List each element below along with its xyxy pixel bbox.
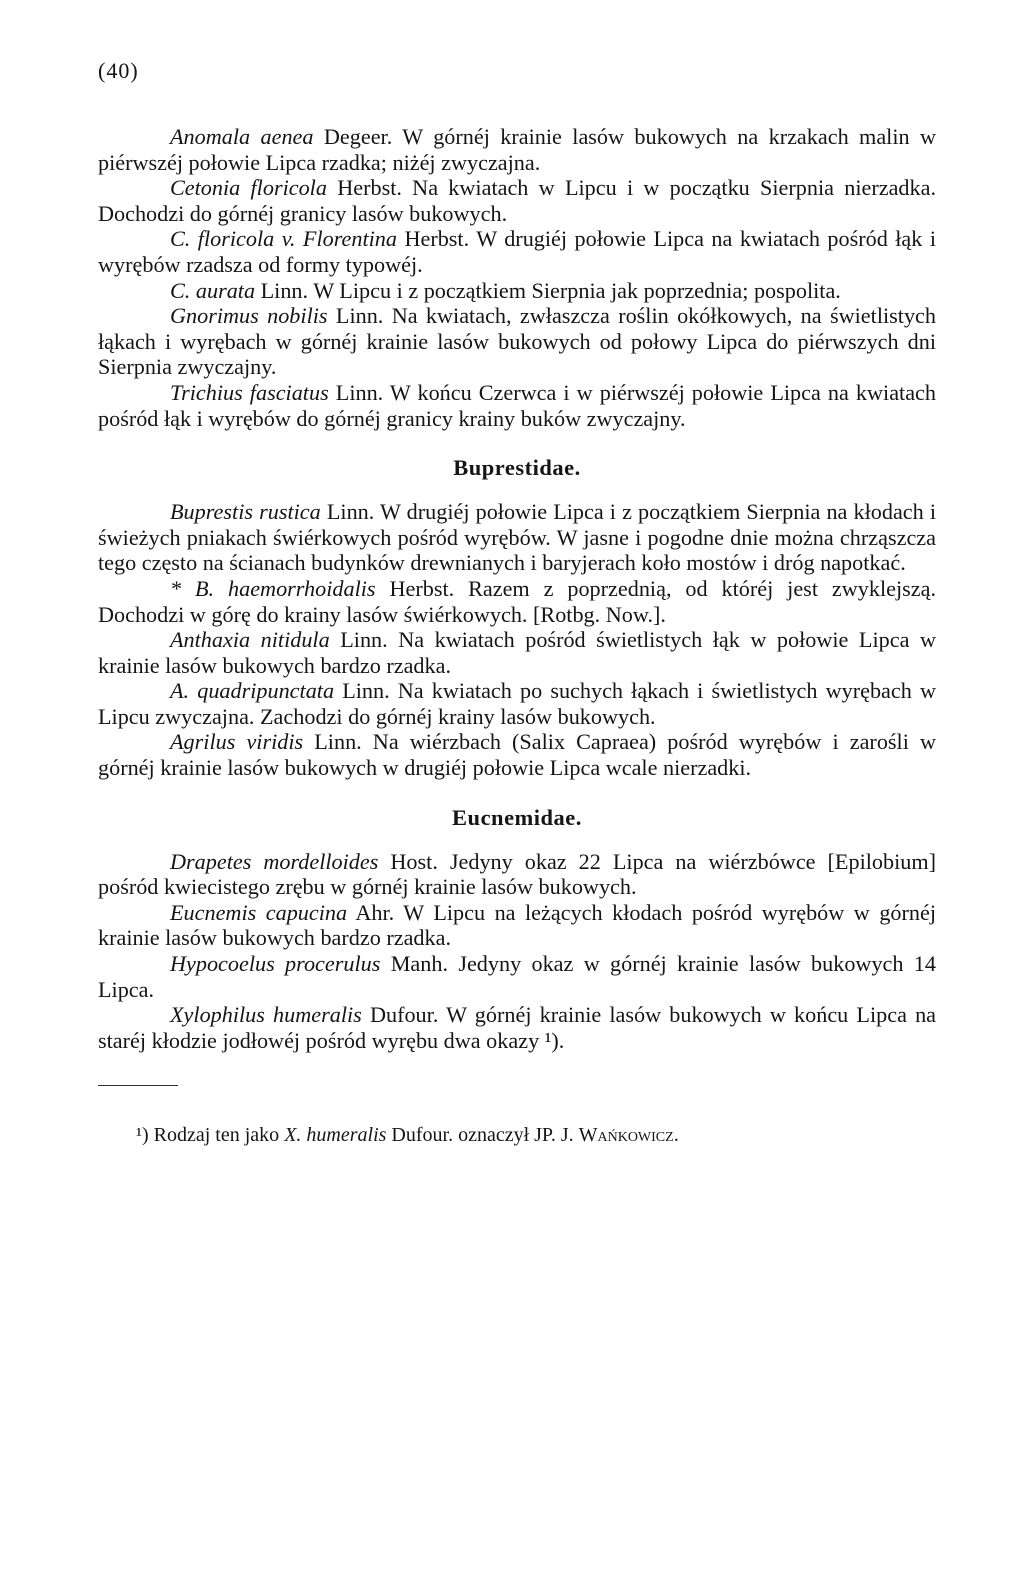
species-name: Drapetes mordelloides	[170, 848, 379, 874]
species-entry	[98, 124, 936, 175]
species-name: Gnorimus nobilis	[170, 303, 328, 329]
footnote-species: X. humeralis	[284, 1124, 387, 1147]
footnote-divider	[98, 1085, 178, 1086]
entry-text: Linn. Na kwiatach, zwłaszcza roślin okółkowych, na świetlistych łąkach i wyrębach w górnéj krainie lasów bukowych od połowy Lipca do piérwszych dni Sierpnia zwyczajny.	[98, 303, 936, 380]
entry-text: Linn. W Lipcu i z początkiem Sierpnia jak poprzednia; pospolita.	[255, 277, 841, 303]
entry-text: Linn. Na kwiatach pośród świetlistych łąk w połowie Lipca w krainie lasów bukowych bardzo rzadka.	[98, 627, 936, 678]
footnote-text: Rodzaj ten jako	[148, 1124, 285, 1147]
section-eucnemidae	[98, 849, 936, 1054]
species-entry	[98, 678, 936, 729]
species-name: C. aurata	[170, 277, 256, 303]
species-name: C. floricola v. Florentina	[170, 226, 397, 252]
species-entry	[98, 900, 936, 951]
entry-text: Herbst. Na kwiatach w Lipcu i w początku Sierpnia nierzadka. Dochodzi do górnéj granicy lasów bukowych.	[98, 175, 936, 226]
species-entry	[98, 576, 936, 627]
species-name: Trichius fasciatus	[170, 379, 329, 405]
entry-text: Manh. Jedyny okaz w górnéj krainie lasów bukowych 14 Lipca.	[98, 951, 936, 1002]
entry-text: Linn. Na wiérzbach (Salix Capraea) pośród wyrębów i zarośli w górnéj krainie lasów bukowych w drugiéj połowie Lipca wcale nierzadki.	[98, 729, 936, 781]
species-entry	[98, 951, 936, 1002]
species-entry	[98, 278, 936, 304]
species-name: * B. haemorrhoidalis	[170, 575, 376, 601]
footnote-author: Wańkowicz.	[578, 1124, 679, 1147]
footnote-mark: ¹)	[136, 1124, 149, 1147]
entry-text: Dufour. W górnéj krainie lasów bukowych w końcu Lipca na staréj kłodzie jodłowéj pośród wyrębu dwa okazy ¹).	[98, 1002, 937, 1053]
species-name: Hypocoelus procerulus	[170, 951, 381, 977]
species-entry	[98, 627, 936, 678]
species-entry	[98, 175, 936, 226]
species-name: Eucnemis capucina	[170, 899, 348, 925]
entry-text: Linn. Na kwiatach po suchych łąkach i świetlistych wyrębach w Lipcu zwyczajna. Zachodzi do górnéj krainy lasów bukowych.	[98, 678, 936, 729]
entry-text: Herbst. Razem z poprzednią, od któréj jest zwyklejszą. Dochodzi w górę do krainy lasów świérkowych. [Rotbg. Now.].	[98, 575, 937, 627]
species-name: A. quadripunctata	[170, 678, 335, 704]
species-entry	[98, 226, 936, 277]
entry-text: Degeer. W górnéj krainie lasów bukowych na krzakach malin w piérwszéj połowie Lipca rzadka; niżéj zwyczajna.	[98, 124, 937, 175]
section-heading-buprestidae: Buprestidae.	[453, 455, 581, 481]
entry-text: Linn. W drugiéj połowie Lipca i z początkiem Sierpnia na kłodach i świeżych pniakach świérkowych pośród wyrębów. W jasne i pogodne dnie można chrząszcza tego często na ścianach budynków drewnianych i baryjerach koło mostów i dróg napotkać.	[98, 499, 936, 576]
species-entry	[98, 380, 936, 431]
entry-text: Herbst. W drugiéj połowie Lipca na kwiatach pośród łąk i wyrębów rzadsza od formy typowéj.	[98, 226, 936, 277]
entry-text: Linn. W końcu Czerwca i w piérwszéj połowie Lipca na kwiatach pośród łąk i wyrębów do górnéj granicy krainy buków zwyczajny.	[98, 379, 936, 431]
species-name: Agrilus viridis	[170, 729, 304, 755]
footnote	[98, 1122, 936, 1148]
species-name: Buprestis rustica	[170, 499, 321, 525]
species-name: Cetonia floricola	[170, 175, 327, 201]
species-entry	[98, 1002, 936, 1053]
species-entry	[98, 849, 936, 900]
species-entry	[98, 499, 936, 576]
species-entry	[98, 729, 936, 780]
species-name: Xylophilus humeralis	[170, 1002, 362, 1028]
species-name: Anomala aenea	[170, 124, 314, 149]
species-entry	[98, 303, 936, 380]
section-buprestidae	[98, 499, 936, 781]
footnote-text-after: Dufour. oznaczył JP. J.	[386, 1124, 579, 1147]
entry-text: Host. Jedyny okaz 22 Lipca na wiérzbówce [Epilobium] pośród kwiecistego zrębu w górnéj krainie lasów bukowych.	[98, 848, 936, 900]
section-heading-eucnemidae: Eucnemidae.	[452, 804, 582, 830]
entry-text: Ahr. W Lipcu na leżących kłodach pośród wyrębów w górnéj krainie lasów bukowych bardzo rzadka.	[98, 899, 936, 951]
species-name: Anthaxia nitidula	[170, 627, 330, 653]
section-scarabaeidae	[98, 124, 936, 431]
page-number: (40)	[98, 58, 139, 83]
